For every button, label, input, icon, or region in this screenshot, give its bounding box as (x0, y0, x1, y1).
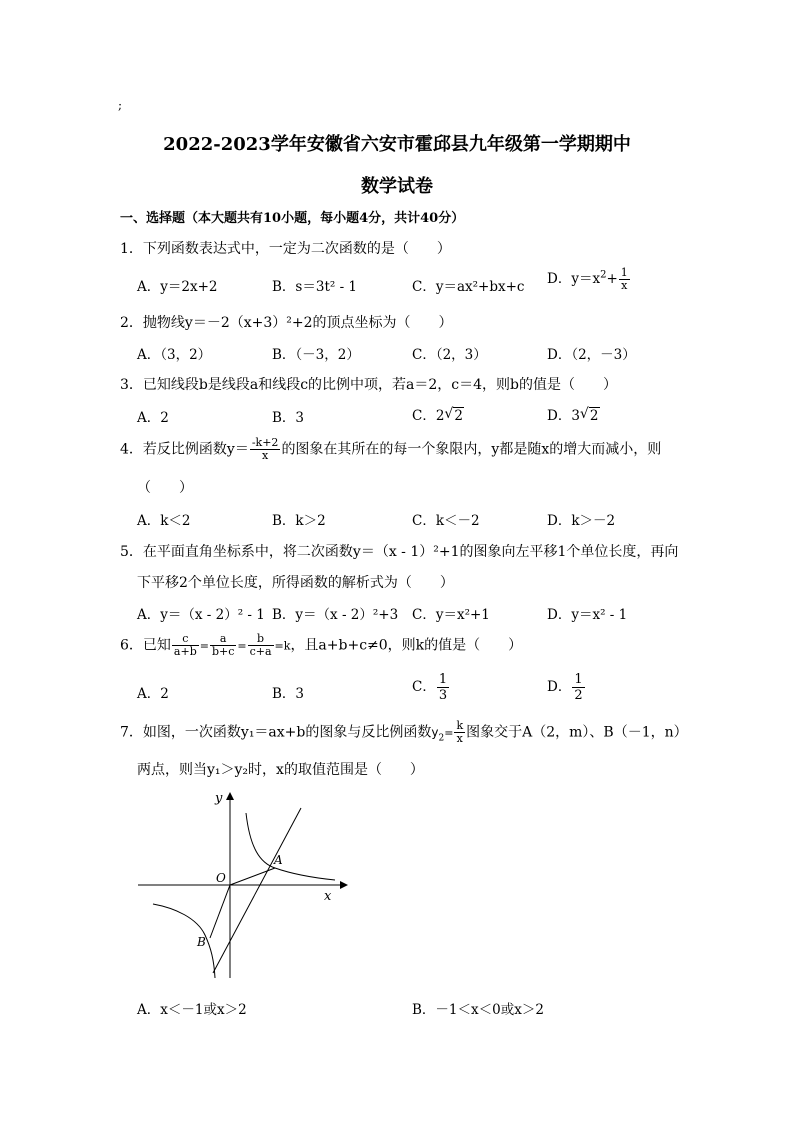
q6-option-c (412, 672, 450, 703)
q4-stem-post: 的图象在其所在的每一个象限内，y都是随x的增大而减小，则 (281, 441, 662, 458)
q5-option-d: D．y＝x² - 1 (547, 607, 628, 623)
q1-option-a: A．y＝2x+2 (137, 279, 218, 295)
q1-option-c: C．y＝ax²+bx+c (412, 279, 525, 295)
q6-f2-den: b+c (211, 645, 235, 658)
q6-option-a: A．2 (137, 686, 169, 702)
question-5-line1: 5．在平面直角坐标系中，将二次函数y＝（x - 1）²+1的图象向左平移1个单位长度，再向 (120, 544, 679, 560)
q2-option-d: D．（2，－3） (547, 347, 636, 363)
q7-y2-sub: 2 (438, 733, 445, 744)
q1-option-b: B．s＝3t² - 1 (272, 279, 358, 295)
q1-d-num: 1 (620, 266, 628, 279)
q6-option-d (547, 672, 586, 703)
q7-option-b: B．－1＜x＜0或x＞2 (412, 1002, 544, 1018)
q5-option-b: B．y＝（x - 2）²+3 (272, 607, 399, 623)
q6-eq-2: = (237, 639, 247, 653)
q6-d-fraction (572, 672, 584, 703)
q6-f3-num: b (248, 633, 274, 646)
origin-label: O (216, 871, 226, 885)
q7-eq: = (444, 726, 454, 740)
q3-d-prefix: D．3 (547, 408, 580, 424)
page-subtitle: 数学试卷 (361, 176, 433, 197)
q7-post: 图象交于A（2，m）、B（－1，n） (466, 724, 688, 741)
q3-c-radical (444, 408, 464, 424)
segment-o-b (210, 885, 230, 938)
question-2-stem: 2．抛物线y＝－2（x+3）²+2的顶点坐标为（ ） (120, 315, 453, 331)
q7-option-a: A．x＜－1或x＞2 (137, 1002, 247, 1018)
q6-c-fraction (437, 672, 449, 703)
q1-d-sup: 2 (600, 269, 607, 281)
q6-d-den: 2 (574, 688, 583, 703)
question-4-stem (120, 437, 661, 462)
point-b-label: B (197, 935, 206, 949)
q4-paren: （ ） (137, 480, 193, 496)
point-a-label: A (274, 853, 283, 867)
q6-fraction-1 (172, 633, 199, 658)
q1-d-fraction (619, 267, 630, 292)
q2-option-b: B．（－3，2） (272, 347, 360, 363)
q4-stem-pre: 4．若反比例函数y＝ (120, 441, 249, 458)
question-5-line2: 下平移2个单位长度，所得函数的解析式为（ ） (137, 575, 454, 591)
q1-d-prefix: D．y＝x (547, 271, 601, 287)
q2-option-a: A．（3，2） (137, 347, 212, 363)
q6-f3-den: c+a (249, 645, 272, 658)
q6-option-b: B．3 (272, 686, 305, 702)
q3-option-a: A．2 (137, 410, 169, 426)
q7-y2: y (431, 725, 439, 740)
q3-d-radicand: 2 (589, 408, 599, 424)
q6-d-num: 1 (574, 672, 583, 687)
q3-option-d (547, 404, 600, 424)
q3-c-radicand: 2 (454, 408, 464, 424)
question-3-stem: 3．已知线段b是线段a和线段c的比例中项，若a＝2，c＝4，则b的值是（ ） (120, 377, 618, 393)
hyperbola-branch-1 (246, 813, 335, 880)
q6-fraction-3 (248, 633, 274, 658)
q1-d-plus: + (606, 271, 618, 287)
q5-option-a: A．y＝（x - 2）² - 1 (137, 607, 265, 623)
header-mark: ; (118, 98, 123, 112)
q7-pre: 7．如图，一次函数y₁＝ax+b的图象与反比例函数 (120, 724, 432, 741)
x-axis-arrow (340, 881, 348, 889)
q3-c-prefix: C．2 (412, 408, 445, 424)
q6-eq-1: = (199, 639, 209, 653)
q4-option-b: B．k＞2 (272, 513, 326, 529)
q3-option-c (412, 404, 464, 424)
q6-pre: 6．已知 (120, 637, 171, 654)
linear-function-line (213, 808, 301, 973)
function-graph (135, 788, 350, 983)
q1-d-den: x (621, 279, 628, 292)
q6-k: =k (274, 639, 291, 653)
q4-option-a: A．k＜2 (137, 513, 191, 529)
q7-den: x (456, 732, 463, 745)
segment-o-a (230, 868, 275, 885)
q2-option-c: C．（2，3） (412, 347, 487, 363)
q6-f2-num: a (210, 633, 236, 646)
y-axis-label: y (215, 791, 223, 806)
q7-fraction (454, 720, 465, 745)
q3-d-radical (580, 408, 600, 424)
question-6-stem (120, 633, 522, 658)
x-axis-label: x (324, 889, 332, 904)
q6-c-prefix: C． (412, 679, 436, 695)
q4-option-d: D．k＞－2 (547, 513, 616, 529)
question-7-line2: 两点，则当y₁＞y₂时，x的取值范围是（ ） (137, 762, 424, 778)
q6-d-prefix: D． (547, 679, 572, 695)
q6-f1-den: a+b (173, 645, 197, 658)
q4-den: x (262, 449, 269, 462)
q6-c-num: 1 (438, 672, 448, 687)
question-1-stem: 1．下列函数表达式中，一定为二次函数的是（ ） (120, 241, 451, 257)
q1-option-d (547, 267, 631, 292)
section-heading: 一、选择题（本大题共有10小题，每小题4分，共计40分） (120, 211, 465, 226)
q6-post: ，且a+b+c≠0，则k的值是（ ） (290, 637, 523, 654)
q4-num: -k+2 (251, 436, 279, 449)
question-7-line1 (120, 720, 688, 745)
q5-option-c: C．y＝x²+1 (412, 607, 490, 623)
y-axis-arrow (226, 792, 234, 800)
q3-option-b: B．3 (272, 410, 305, 426)
page-title: 2022-2023学年安徽省六安市霍邱县九年级第一学期期中 (163, 134, 631, 155)
q6-f1-num: c (172, 633, 199, 646)
q4-option-c: C．k＜－2 (412, 513, 480, 529)
q6-fraction-2 (210, 633, 236, 658)
q7-num: k (456, 719, 464, 732)
q4-fraction (250, 437, 281, 462)
q6-c-den: 3 (438, 688, 448, 703)
